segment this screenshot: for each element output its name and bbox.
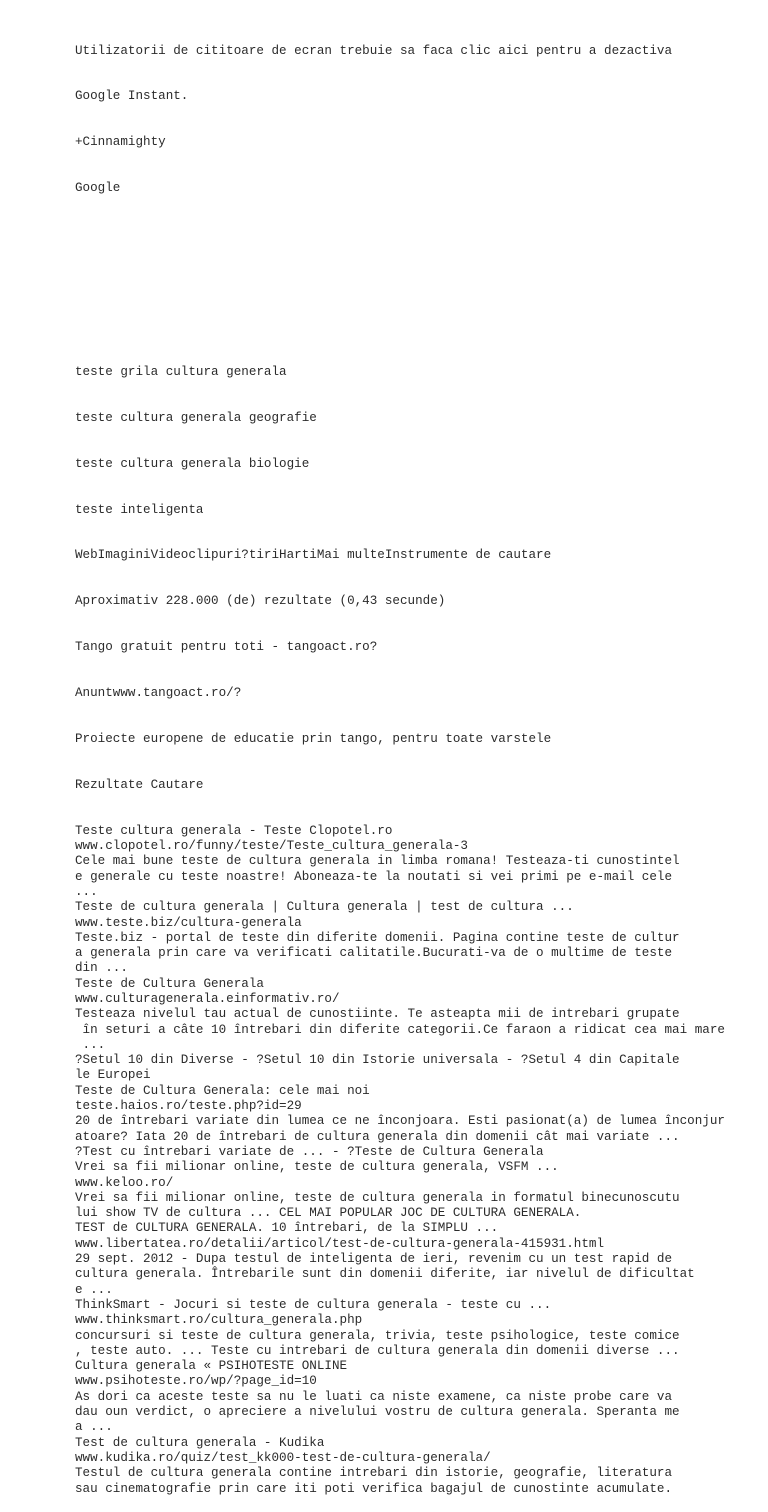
brand[interactable]: Google [75, 181, 121, 196]
result-title[interactable]: TEST de CULTURA GENERALA. 10 întrebari, de la SIMPLU ... [75, 1221, 499, 1236]
suggestion-item[interactable]: teste inteligenta [75, 502, 204, 517]
result-snippet-line: Testul de cultura generala contine intrebari din istorie, geografie, literatura [75, 1466, 673, 1481]
result-snippet-line: cultura generala. Întrebarile sunt din domenii diferite, iar nivelul de dificultat [75, 1267, 695, 1282]
result-snippet-line: concursuri si teste de cultura generala, trivia, teste psihologice, teste comice [75, 1328, 680, 1343]
search-result [75, 1298, 755, 1359]
nav-bar[interactable]: WebImaginiVideoclipuri?tiriHartiMai multeInstrumente de cautare [75, 548, 552, 563]
result-snippet-line: e generale cu teste noastre! Aboneaza-te la noutati si vei primi pe e-mail cele [75, 869, 673, 884]
result-url: www.psihoteste.ro/wp/?page_id=10 [75, 1374, 317, 1389]
accessibility-notice-line-1[interactable]: Utilizatorii de cititoare de ecran trebuie sa faca clic aici pentru a dezactiva [75, 43, 673, 58]
result-snippet-line: ... [75, 1037, 106, 1052]
result-snippet-line: a generala prin care va verificati calitatile.Bucurati-va de o multime de teste [75, 946, 673, 961]
result-title[interactable]: Test de cultura generala - Kudika [75, 1435, 325, 1450]
result-title[interactable]: ThinkSmart - Jocuri si teste de cultura generala - teste cu ... [75, 1297, 552, 1312]
result-snippet-line: în seturi a câte 10 întrebari din diferite categorii.Ce faraon a ridicat cea mai mare [75, 1022, 725, 1037]
result-snippet-line: din ... [75, 961, 128, 976]
result-snippet-line: , teste auto. ... Teste cu intrebari de cultura generala din domenii diverse ... [75, 1343, 680, 1358]
spacer [75, 273, 755, 288]
result-url: www.keloo.ro/ [75, 1175, 174, 1190]
result-snippet-line: Teste.biz - portal de teste din diferite domenii. Pagina contine teste de cultur [75, 930, 680, 945]
result-snippet-line: dau oun verdict, o apreciere a nivelului vostru de cultura generala. Speranta me [75, 1405, 680, 1420]
document-body [75, 13, 755, 1512]
suggestion-item[interactable]: teste cultura generala biologie [75, 456, 310, 471]
ad-url: Anuntwww.tangoact.ro/? [75, 686, 242, 701]
result-snippet-line: lui show TV de cultura ... CEL MAI POPULAR JOC DE CULTURA GENERALA. [75, 1206, 582, 1221]
result-snippet-line: 29 sept. 2012 - Dupa testul de inteligenta de ieri, revenim cu un test rapid de [75, 1252, 673, 1267]
search-result [75, 1160, 755, 1221]
result-title[interactable]: Teste de cultura generala | Cultura generala | test de cultura ... [75, 900, 574, 915]
result-title[interactable]: Teste de Cultura Generala: cele mai noi [75, 1083, 370, 1098]
result-url: www.teste.biz/cultura-generala [75, 915, 302, 930]
result-snippet-line: e ... [75, 1282, 113, 1297]
suggestion-item[interactable]: teste grila cultura generala [75, 364, 287, 379]
result-snippet-line: a ... [75, 1420, 113, 1435]
result-snippet-line: Testeaza nivelul tau actual de cunostiinte. Te asteapta mii de intrebari grupate [75, 1007, 680, 1022]
result-snippet-line: ?Test cu întrebari variate de ... - ?Teste de Cultura Generala [75, 1144, 544, 1159]
result-snippet-line: As dori ca aceste teste sa nu le luati ca niste examene, ca niste probe care va [75, 1389, 673, 1404]
search-result [75, 824, 755, 900]
result-title[interactable]: Teste cultura generala - Teste Clopotel.ro [75, 823, 393, 838]
search-result [75, 1221, 755, 1297]
results-list [75, 824, 755, 1497]
result-snippet-line: sau cinematografie prin care iti poti verifica bagajul de cunostinte acumulate. [75, 1481, 673, 1496]
result-url: www.culturagenerala.einformativ.ro/ [75, 992, 340, 1006]
result-snippet-line: ... [75, 884, 98, 899]
result-snippet-line: atoare? Iata 20 de întrebari de cultura generala din domenii cât mai variate ... [75, 1129, 680, 1144]
result-title[interactable]: Vrei sa fii milionar online, teste de cultura generala, VSFM ... [75, 1160, 559, 1175]
account-name[interactable]: +Cinnamighty [75, 135, 166, 150]
result-url: www.libertatea.ro/detalii/articol/test-de-cultura-generala-415931.html [75, 1236, 605, 1251]
accessibility-notice-line-2[interactable]: Google Instant. [75, 89, 189, 104]
result-url: www.thinksmart.ro/cultura_generala.php [75, 1313, 363, 1328]
ad-description: Proiecte europene de educatie prin tango, pentru toate varstele [75, 731, 552, 746]
ad-title[interactable]: Tango gratuit pentru toti - tangoact.ro? [75, 640, 378, 655]
result-snippet-line: 20 de întrebari variate din lumea ce ne înconjoara. Esti pasionat(a) de lumea înconjur [75, 1114, 725, 1129]
result-title[interactable]: Cultura generala « PSIHOTESTE ONLINE [75, 1359, 348, 1374]
result-snippet-line: Vrei sa fii milionar online, teste de cultura generala in formatul binecunoscutu [75, 1190, 680, 1205]
spacer [75, 319, 755, 334]
search-result [75, 1436, 755, 1497]
result-snippet-line: ?Setul 10 din Diverse - ?Setul 10 din Istorie universala - ?Setul 4 din Capitale [75, 1053, 680, 1068]
result-title[interactable]: Teste de Cultura Generala [75, 976, 264, 991]
result-stats: Aproximativ 228.000 (de) rezultate (0,43 secunde) [75, 594, 446, 609]
search-result [75, 1084, 755, 1160]
result-snippet-line: le Europei [75, 1068, 151, 1083]
results-heading: Rezultate Cautare [75, 777, 204, 792]
result-url: teste.haios.ro/teste.php?id=29 [75, 1099, 302, 1114]
spacer [75, 227, 755, 242]
search-result [75, 900, 755, 976]
search-result [75, 1359, 755, 1435]
result-url: www.kudika.ro/quiz/test_kk000-test-de-cultura-generala/ [75, 1450, 491, 1465]
result-snippet-line: Cele mai bune teste de cultura generala in limba romana! Testeaza-ti cunostintel [75, 854, 680, 869]
result-url: www.clopotel.ro/funny/teste/Teste_cultura_generala-3 [75, 839, 468, 854]
suggestion-item[interactable]: teste cultura generala geografie [75, 410, 317, 425]
search-result [75, 977, 755, 1084]
